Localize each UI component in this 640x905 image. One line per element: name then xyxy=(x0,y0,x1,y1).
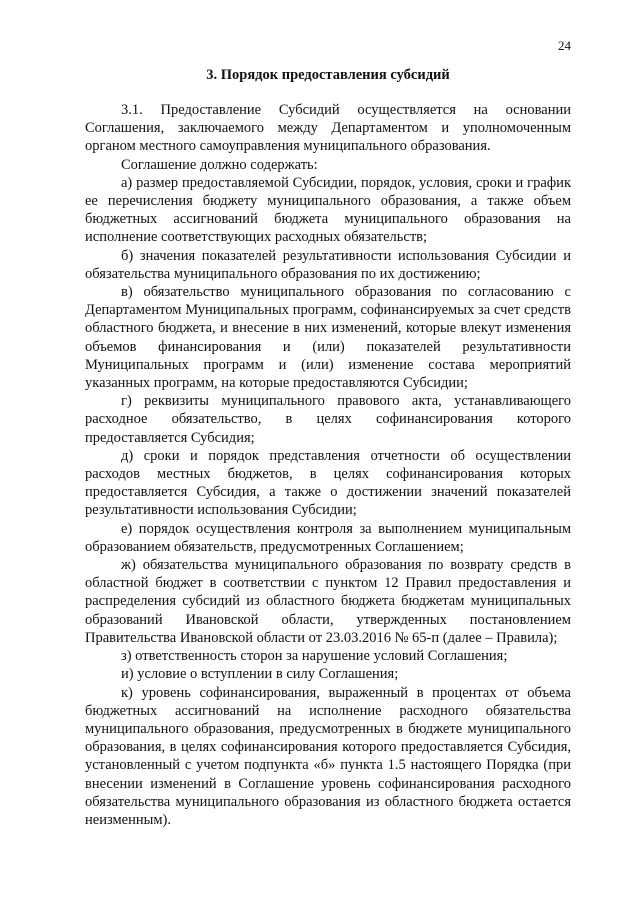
paragraph-agreement-intro: Соглашение должно содержать: xyxy=(121,156,318,173)
paragraph-item-d: д) сроки и порядок представления отчетности об осуществлении расходов местных бюджетов, в целях софинансирования которых предоставляется Субсидия, а также о достижении значений показателей результативности использования Субсидии; xyxy=(85,447,571,519)
section-title: 3. Порядок предоставления субсидий xyxy=(206,67,450,83)
document-body xyxy=(85,66,571,829)
paragraph-item-e: е) порядок осуществления контроля за выполнением муниципальным образованием обязательств, предусмотренных Соглашением; xyxy=(85,520,571,555)
page-number: 24 xyxy=(558,38,571,53)
paragraph-item-k: к) уровень софинансирования, выраженный в процентах от объема бюджетных ассигнований на исполнение расходного обязательства муниципального образования, предусмотренных в бюджете муниципального образования, в целях софинансирования которого предоставляется Субсидия, установленный с учетом подпункта «б» пункта 1.5 настоящего Порядка (при внесении изменений в Соглашение уровень софинансирования расходного обязательства муниципального образования из областного бюджета остается неизменным). xyxy=(85,684,571,828)
paragraph-item-zh: ж) обязательства муниципального образования по возврату средств в областной бюджет в соответствии с пунктом 12 Правил предоставления и распределения субсидий из областного бюджета бюджетам муниципальных образований Ивановской области, утвержденных постановлением Правительства Ивановской области от 23.03.2016 № 65-п (далее – Правила); xyxy=(85,557,571,646)
paragraph-item-z: з) ответственность сторон за нарушение условий Соглашения; xyxy=(121,648,508,665)
paragraph-item-v: в) обязательство муниципального образования по согласованию с Департаментом Муниципальных программ, софинансируемых за счет средств областного бюджета, и внесение в них изменений, которые влекут изменения объемов финансирования и (или) показателей результативности Муниципальных программ и (или) изменение состава мероприятий указанных программ, на которые предоставляются Субсидии; xyxy=(85,284,571,392)
paragraph-3-1: 3.1. Предоставление Субсидий осуществляется на основании Соглашения, заключаемого между Департаментом и уполномоченным органом местного самоуправления муниципального образования. xyxy=(85,102,571,155)
paragraph-item-b: б) значения показателей результативности использования Субсидии и обязательства муниципального образования по их достижению; xyxy=(85,247,571,282)
paragraph-item-a: а) размер предоставляемой Субсидии, порядок, условия, сроки и график ее перечисления бюджету муниципального образования, а также объем бюджетных ассигнований бюджета муниципального образования на исполнение соответствующих расходных обязательств; xyxy=(85,174,571,246)
paragraph-item-g: г) реквизиты муниципального правового акта, устанавливающего расходное обязательство, в целях софинансирования которого предоставляется Субсидия; xyxy=(85,393,571,446)
paragraph-item-i: и) условие о вступлении в силу Соглашения; xyxy=(121,666,399,683)
